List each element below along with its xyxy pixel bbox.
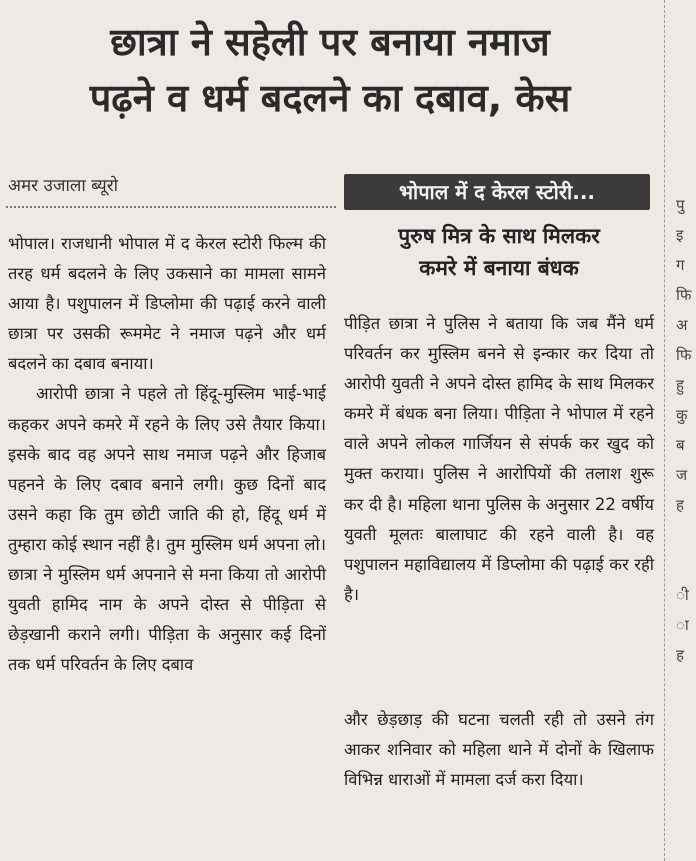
left-paragraph-1: भोपाल। राजधानी भोपाल में द केरल स्टोरी फिल्म की तरह धर्म बदलने के लिए उकसाने का मामला सामने आया है। पशुपालन में डिप्लोमा की पढ़ाई करने वाली छात्रा पर उसकी रूममेट ने नमाज पढ़ने और धर्म बदलने का दबाव बनाया। <box>8 234 326 374</box>
adjacent-fragment-line <box>676 550 696 580</box>
adjacent-fragment-line: पु <box>676 196 685 214</box>
subheadline-line-2: कमरे में बनाया बंधक <box>419 256 579 280</box>
section-tag: भोपाल में द केरल स्टोरी... <box>344 174 650 210</box>
adjacent-fragment-line: ी <box>676 586 689 604</box>
adjacent-fragment-line: ह <box>676 646 684 664</box>
adjacent-fragment-line: इ <box>676 226 684 244</box>
adjacent-fragment-line: ब <box>676 436 685 454</box>
adjacent-fragment-line: अ <box>676 316 688 334</box>
left-paragraph-2: आरोपी छात्रा ने पहले तो हिंदू-मुस्लिम भाई-भाई कहकर अपने कमरे में रहने के लिए उसे तैयार किया। इसके बाद वह अपने साथ नमाज पढ़ने और हिजाब पहनने के लिए दबाव बनाने लगी। कुछ दिनों बाद उसने कहा कि तुम छोटी जाति की हो, हिंदू धर्म में तुम्हारा कोई स्थान नहीं है। तुम मुस्लिम धर्म अपना लो। छात्रा ने मुस्लिम धर्म अपनाने से मना किया तो आरोपी युवती हामिद नाम के अपने दोस्त से पीड़िता से छेड़खानी कराने लगी। पीड़िता के अनुसार कई दिनों तक धर्म परिवर्तन के लिए दबाव <box>8 384 326 675</box>
adjacent-fragment-line: ह <box>676 496 684 514</box>
right-paragraph-1: पीड़ित छात्रा ने पुलिस ने बताया कि जब मैंने धर्म परिवर्तन कर मुस्लिम बनने से इन्कार कर दिया तो आरोपी युवती ने अपने दोस्त हामिद के साथ मिलकर कमरे में बंधक बना लिया। पीड़िता ने भोपाल में रहने वाले अपने लोकल गार्जियन से संपर्क कर खुद को मुक्त कराया। पुलिस ने आरोपियों की तलाश शुरू कर दी है। महिला थाना पुलिस के अनुसार 22 वर्षीय युवती मूलतः बालाघाट की रहने वाली है। वह पशुपालन महाविद्यालय में डिप्लोमा की पढ़ाई कर रही है। <box>344 314 654 604</box>
headline <box>10 14 650 126</box>
adjacent-fragment-line: हु <box>676 376 684 394</box>
adjacent-fragment-line: ग <box>676 256 685 274</box>
byline-divider <box>6 206 336 208</box>
headline-line-1: छात्रा ने सहेली पर बनाया नमाज <box>110 20 550 64</box>
adjacent-fragment-line: ज <box>676 466 688 484</box>
subheadline <box>344 220 654 284</box>
adjacent-fragment-line: फि <box>676 286 692 304</box>
right-column-bottom <box>344 705 654 795</box>
adjacent-fragment-line <box>676 520 696 550</box>
adjacent-article-fragment <box>676 190 696 670</box>
left-column <box>8 229 326 680</box>
subheadline-line-1: पुरुष मित्र के साथ मिलकर <box>398 224 600 248</box>
adjacent-fragment-line: ा <box>676 616 689 634</box>
headline-line-2: पढ़ने व धर्म बदलने का दबाव, केस <box>89 76 571 120</box>
adjacent-fragment-line: कु <box>676 406 688 424</box>
adjacent-fragment-line: फि <box>676 346 692 364</box>
right-paragraph-2: और छेड़छाड़ की घटना चलती रही तो उसने तंग आकर शनिवार को महिला थाने में दोनों के खिलाफ विभिन्न धाराओं में मामला दर्ज करा दिया। <box>344 710 654 790</box>
byline: अमर उजाला ब्यूरो <box>8 176 119 196</box>
right-column-top <box>344 309 654 610</box>
column-rule <box>664 0 665 861</box>
